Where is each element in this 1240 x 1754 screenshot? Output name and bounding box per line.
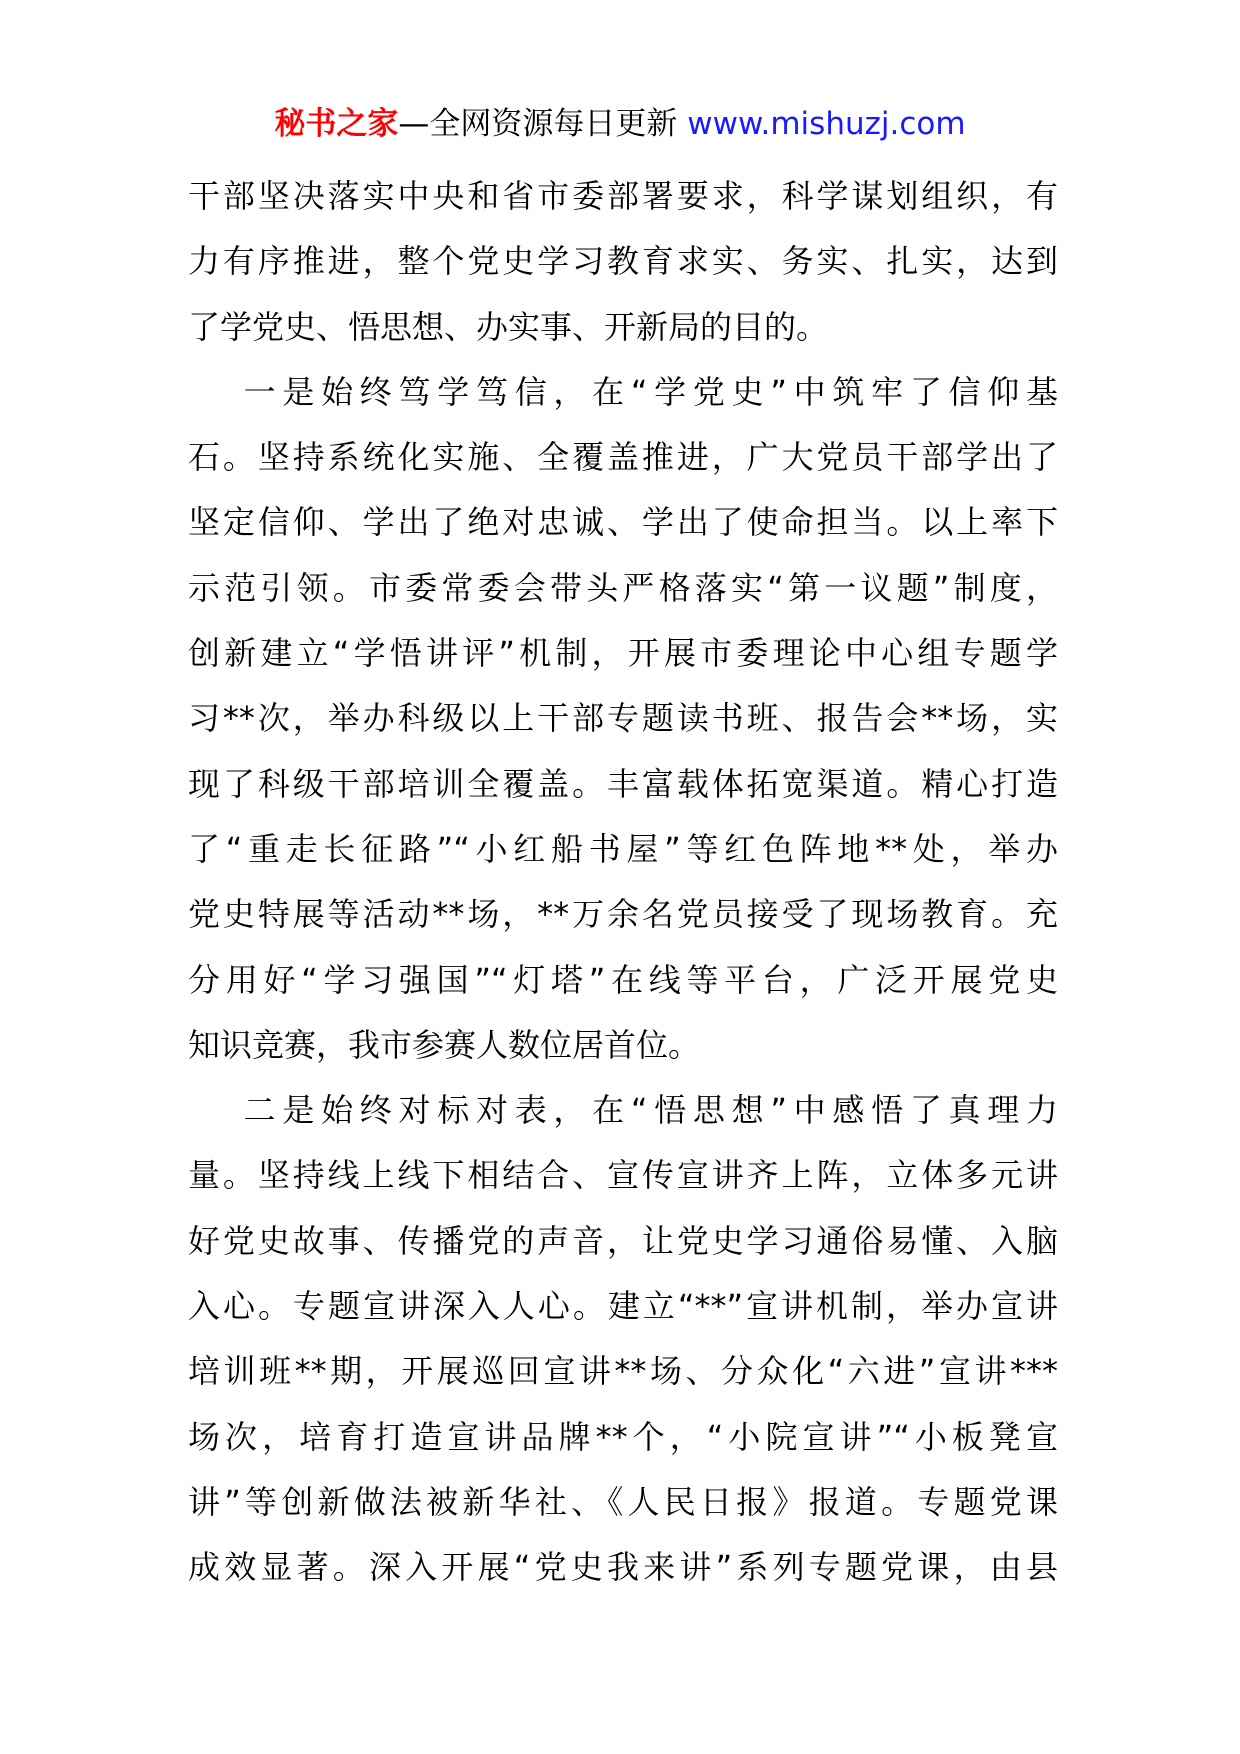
text-line: 知识竞赛，我市参赛人数位居首位。 bbox=[188, 1025, 701, 1064]
text-line: 成效显著。深入开展“党史我来讲”系列专题党课，由县 bbox=[188, 1548, 1058, 1587]
text-line: 好党史故事、传播党的声音，让党史学习通俗易懂、入脑 bbox=[188, 1221, 1058, 1260]
text-line: 坚定信仰、学出了绝对忠诚、学出了使命担当。以上率下 bbox=[188, 503, 1058, 542]
text-line: 干部坚决落实中央和省市委部署要求，科学谋划组织，有 bbox=[188, 177, 1058, 215]
text-line: 二是始终对标对表，在“悟思想”中感悟了真理力 bbox=[188, 1091, 1058, 1130]
text-line: 讲”等创新做法被新华社、《人民日报》报道。专题党课 bbox=[188, 1482, 1058, 1521]
text-line: 场次，培育打造宣讲品牌**个，“小院宣讲”“小板凳宣 bbox=[188, 1417, 1058, 1456]
text-line: 力有序推进，整个党史学习教育求实、务实、扎实，达到 bbox=[188, 242, 1058, 281]
text-line: 党史特展等活动**场，**万余名党员接受了现场教育。充 bbox=[188, 895, 1058, 934]
text-line: 了“重走长征路”“小红船书屋”等红色阵地**处，举办 bbox=[188, 829, 1058, 868]
text-line: 创新建立“学悟讲评”机制，开展市委理论中心组专题学 bbox=[188, 634, 1058, 673]
text-line: 入心。专题宣讲深入人心。建立“**”宣讲机制，举办宣讲 bbox=[188, 1287, 1058, 1326]
text-line: 培训班**期，开展巡回宣讲**场、分众化“六进”宣讲*** bbox=[188, 1352, 1058, 1391]
text-line: 石。坚持系统化实施、全覆盖推进，广大党员干部学出了 bbox=[188, 438, 1058, 477]
text-line: 示范引领。市委常委会带头严格落实“第一议题”制度， bbox=[188, 568, 1058, 607]
header-tagline: —全网资源每日更新 bbox=[398, 106, 678, 142]
header-site-url[interactable]: www.mishuzj.com bbox=[687, 106, 966, 142]
text-line: 一是始终笃学笃信，在“学党史”中筑牢了信仰基 bbox=[188, 372, 1058, 411]
text-line: 现了科级干部培训全覆盖。丰富载体拓宽渠道。精心打造 bbox=[188, 764, 1058, 803]
text-line: 了学党史、悟思想、办实事、开新局的目的。 bbox=[188, 307, 829, 346]
text-line: 分用好“学习强国”“灯塔”在线等平台，广泛开展党史 bbox=[188, 960, 1058, 999]
text-line: 习**次，举办科级以上干部专题读书班、报告会**场，实 bbox=[188, 699, 1058, 738]
page-header bbox=[0, 100, 1240, 148]
text-line: 量。坚持线上线下相结合、宣传宣讲齐上阵，立体多元讲 bbox=[188, 1156, 1058, 1195]
header-brand: 秘书之家 bbox=[274, 106, 399, 142]
body-text bbox=[188, 164, 1058, 1601]
